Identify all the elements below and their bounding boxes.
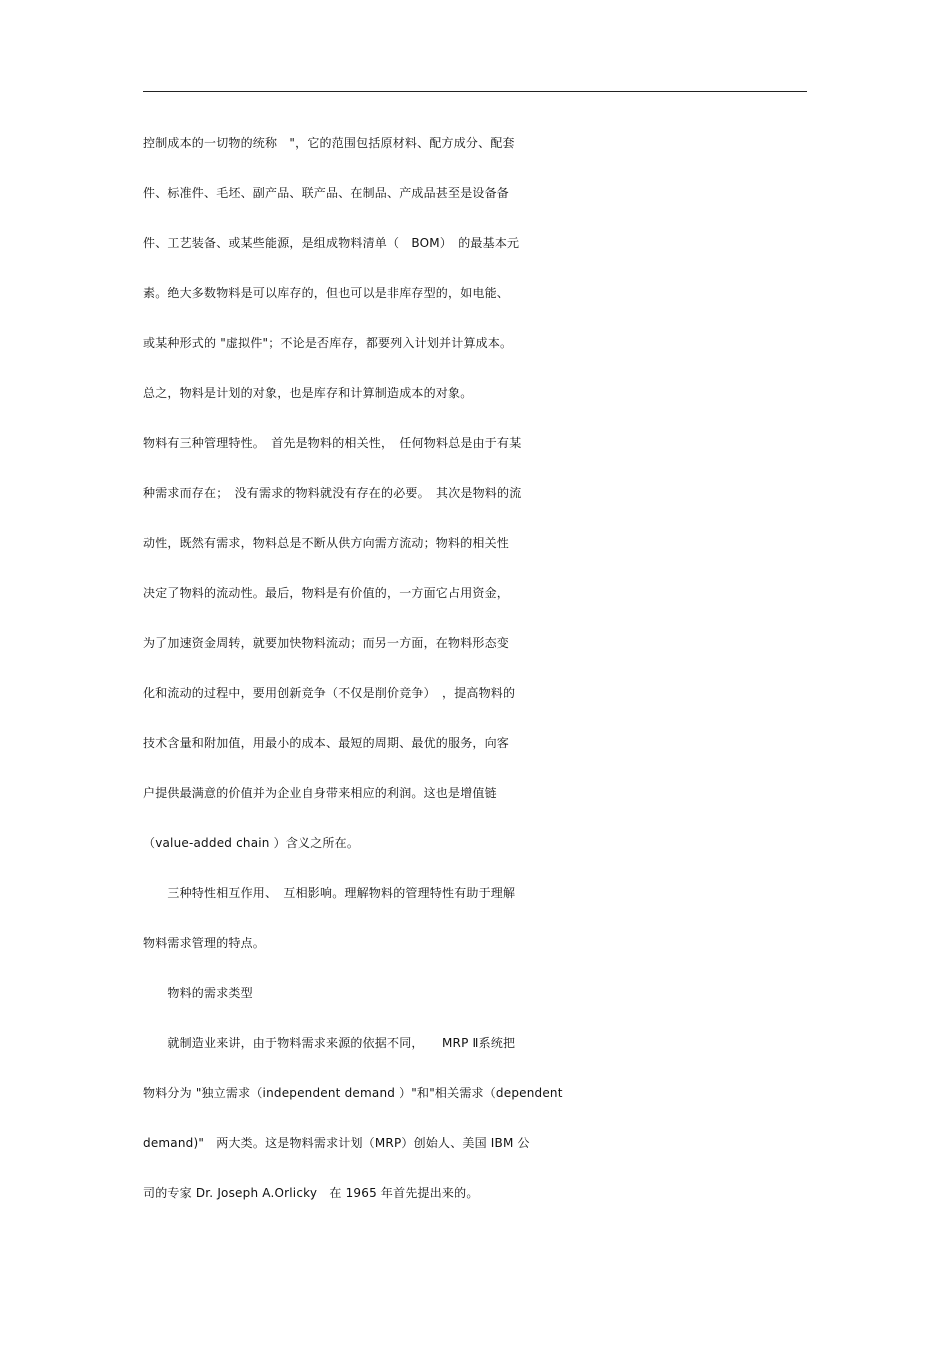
text-line: 或某种形式的 "虚拟件"；不论是否库存，都要列入计划并计算成本。 <box>143 336 513 350</box>
text-line: 为了加速资金周转，就要加快物料流动；而另一方面，在物料形态变 <box>143 636 510 650</box>
text-line: 动性，既然有需求，物料总是不断从供方向需方流动；物料的相关性 <box>143 536 510 550</box>
text-line: 就制造业来讲，由于物料需求来源的依据不同， MRP Ⅱ系统把 <box>143 1036 516 1050</box>
text-line: 化和流动的过程中，要用创新竞争（不仅是削价竞争） ，提高物料的 <box>143 686 516 700</box>
text-line: demand)" 两大类。这是物料需求计划（MRP）创始人、美国 IBM 公 <box>143 1136 530 1150</box>
text-line: 户提供最满意的价值并为企业自身带来相应的利润。这也是增值链 <box>143 786 497 800</box>
text-line: 司的专家 Dr. Joseph A.Orlicky 在 1965 年首先提出来的。 <box>143 1186 479 1200</box>
text-line: 决定了物料的流动性。最后，物料是有价值的，一方面它占用资金， <box>143 586 510 600</box>
section-heading: 物料的需求类型 <box>143 986 253 1000</box>
text-line: （value-added chain ）含义之所在。 <box>143 836 360 850</box>
text-line: 物料分为 "独立需求（independent demand ）"和"相关需求（dependent <box>143 1086 563 1100</box>
text-line: 总之，物料是计划的对象，也是库存和计算制造成本的对象。 <box>143 386 473 400</box>
text-line: 技术含量和附加值，用最小的成本、最短的周期、最优的服务，向客 <box>143 736 510 750</box>
text-line: 控制成本的一切物的统称 "，它的范围包括原材料、配方成分、配套 <box>143 136 515 150</box>
text-line: 件、标准件、毛坯、副产品、联产品、在制品、产成品甚至是设备备 <box>143 186 510 200</box>
text-line: 物料有三种管理特性。 首先是物料的相关性， 任何物料总是由于有某 <box>143 436 522 450</box>
text-line: 素。绝大多数物料是可以库存的，但也可以是非库存型的，如电能、 <box>143 286 510 300</box>
text-line: 物料需求管理的特点。 <box>143 936 266 950</box>
text-line: 件、工艺装备、或某些能源，是组成物料清单（ BOM） 的最基本元 <box>143 236 520 250</box>
text-line: 种需求而存在； 没有需求的物料就没有存在的必要。 其次是物料的流 <box>143 486 522 500</box>
text-line: 三种特性相互作用、 互相影响。理解物料的管理特性有助于理解 <box>143 886 516 900</box>
body-text <box>143 118 813 1218</box>
header-rule <box>143 91 807 92</box>
